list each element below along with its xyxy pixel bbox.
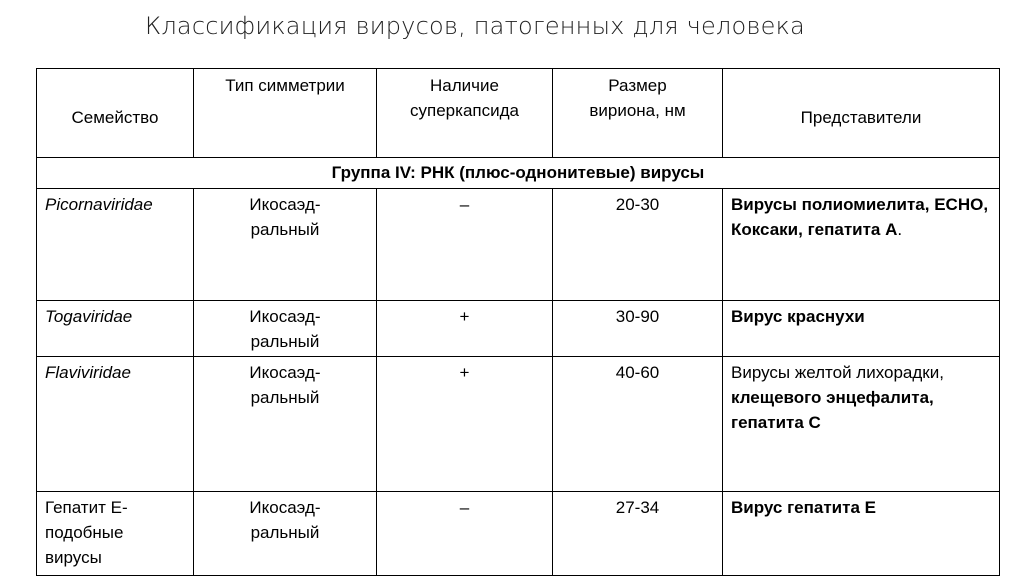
envelope-cell: + bbox=[377, 301, 553, 357]
header-envelope bbox=[377, 69, 553, 158]
header-symmetry: Тип симметрии bbox=[194, 69, 377, 158]
family-cell: Togaviridae bbox=[37, 301, 194, 357]
size-cell: 40-60 bbox=[553, 357, 723, 492]
symmetry-line2: ральный bbox=[250, 332, 320, 351]
representatives-bold: Вирус краснухи bbox=[731, 307, 865, 326]
representatives-tail: . bbox=[897, 220, 903, 239]
symmetry-line1: Икосаэд- bbox=[249, 195, 321, 214]
family-cell bbox=[37, 492, 194, 576]
table-row bbox=[37, 492, 1000, 576]
symmetry-line2: ральный bbox=[250, 523, 320, 542]
family-line2: подобные bbox=[45, 523, 124, 542]
table-row bbox=[37, 357, 1000, 492]
representatives-bold: Вирус гепатита Е bbox=[731, 498, 876, 517]
virus-classification-table bbox=[36, 68, 1000, 576]
symmetry-line1: Икосаэд- bbox=[249, 498, 321, 517]
envelope-cell: – bbox=[377, 492, 553, 576]
representatives-bold: Вирусы полиомиелита, ЕСНО, Коксаки, гепатита А bbox=[731, 195, 989, 239]
family-line3: вирусы bbox=[45, 548, 102, 567]
size-cell: 20-30 bbox=[553, 189, 723, 301]
table-header-row bbox=[37, 69, 1000, 158]
family-cell: Flaviviridae bbox=[37, 357, 194, 492]
header-size-line2: вириона, нм bbox=[589, 101, 686, 120]
representatives-cell bbox=[723, 357, 1000, 492]
symmetry-cell bbox=[194, 189, 377, 301]
envelope-cell: – bbox=[377, 189, 553, 301]
representatives-bold: клещевого энцефалита, гепатита С bbox=[731, 388, 934, 432]
representatives-cell bbox=[723, 492, 1000, 576]
header-representatives: Представители bbox=[723, 69, 1000, 158]
symmetry-line1: Икосаэд- bbox=[249, 363, 321, 382]
representatives-cell bbox=[723, 189, 1000, 301]
size-cell: 27-34 bbox=[553, 492, 723, 576]
table-row bbox=[37, 189, 1000, 301]
header-envelope-line2: суперкапсида bbox=[410, 101, 519, 120]
table-row bbox=[37, 301, 1000, 357]
symmetry-cell bbox=[194, 301, 377, 357]
envelope-cell: + bbox=[377, 357, 553, 492]
size-cell: 30-90 bbox=[553, 301, 723, 357]
header-family: Семейство bbox=[37, 69, 194, 158]
header-size-line1: Размер bbox=[608, 76, 667, 95]
symmetry-line2: ральный bbox=[250, 220, 320, 239]
symmetry-line1: Икосаэд- bbox=[249, 307, 321, 326]
page-title: Классификация вирусов, патогенных для человека bbox=[145, 12, 805, 40]
representatives-normal: Вирусы желтой лихорадки, bbox=[731, 363, 944, 382]
symmetry-cell bbox=[194, 492, 377, 576]
symmetry-cell bbox=[194, 357, 377, 492]
header-envelope-line1: Наличие bbox=[430, 76, 499, 95]
family-line1: Гепатит Е- bbox=[45, 498, 128, 517]
symmetry-line2: ральный bbox=[250, 388, 320, 407]
group-row bbox=[37, 158, 1000, 189]
group-label: Группа IV: РНК (плюс-однонитевые) вирусы bbox=[37, 158, 1000, 189]
representatives-cell bbox=[723, 301, 1000, 357]
family-cell: Picornaviridae bbox=[37, 189, 194, 301]
header-size bbox=[553, 69, 723, 158]
